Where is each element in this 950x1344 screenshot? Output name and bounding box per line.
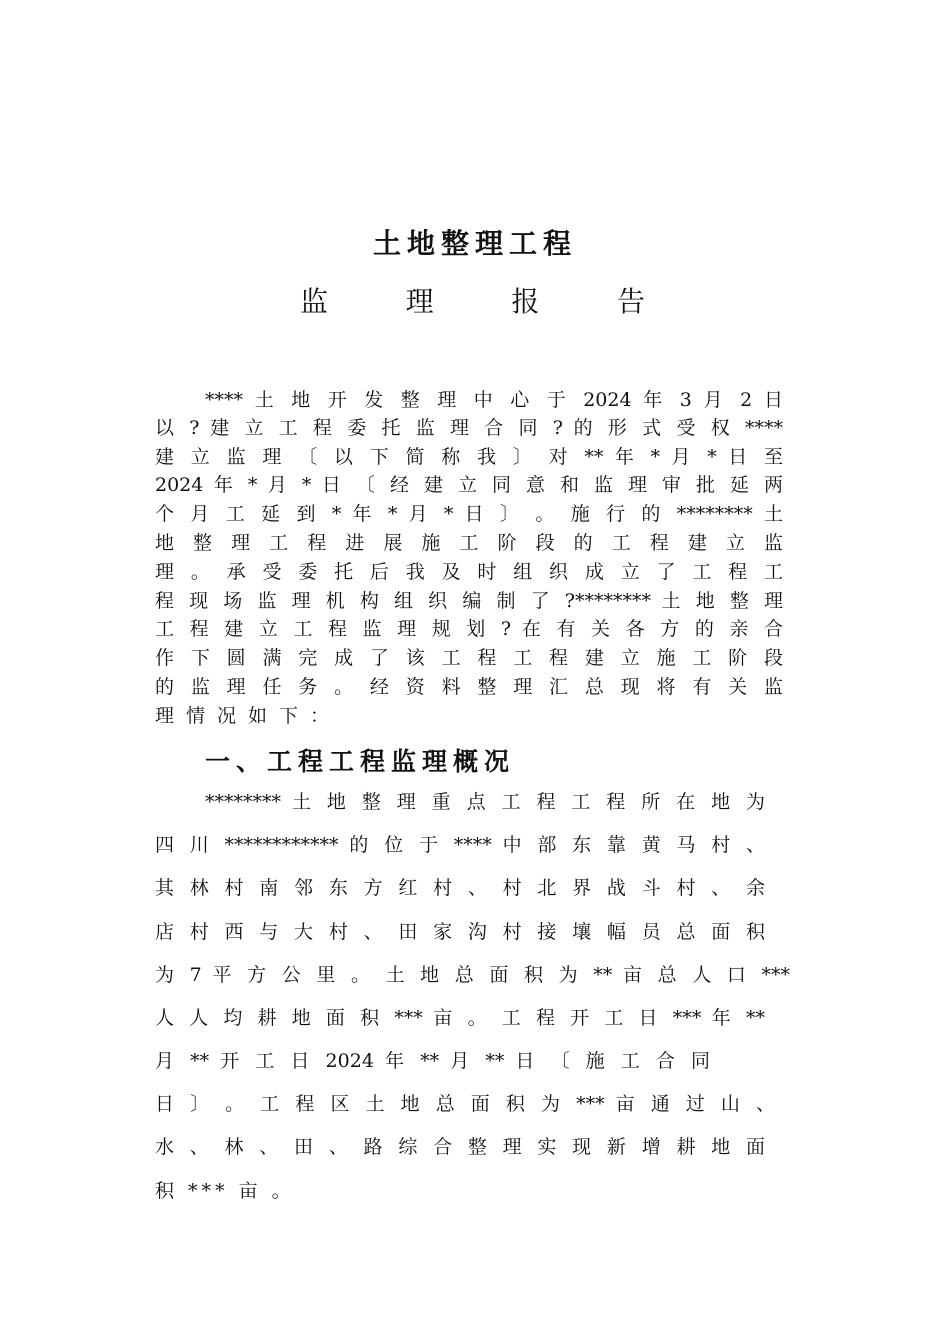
- section-line: 店 村 西 与 大 村 、 田 家 沟 村 接 壤 幅 员 总 面 积: [155, 921, 765, 943]
- intro-line: 工 程 建 立 工 程 监 理 规 划 ? 在 有 关 各 方 的 亲 合: [155, 618, 783, 640]
- intro-line: 的 监 理 任 务 。 经 资 料 整 理 汇 总 现 将 有 关 监: [155, 676, 783, 698]
- section-line: ******** 土 地 整 理 重 点 工 程 工 程 所 在 地 为: [205, 791, 765, 813]
- report-title-line1: 土地整理工程: [372, 227, 577, 260]
- intro-line: **** 土 地 开 发 整 理 中 心 于 2024 年 3 月 2 日: [205, 389, 783, 411]
- title-char: 监: [300, 285, 329, 318]
- intro-line: 地 整 理 工 程 进 展 施 工 阶 段 的 工 程 建 立 监: [155, 532, 783, 554]
- title-char: 理: [405, 285, 434, 318]
- intro-line: 理 。 承 受 委 托 后 我 及 时 组 织 成 立 了 工 程 工: [155, 561, 783, 583]
- intro-line: 个 月 工 延 到 * 年 * 月 * 日 〕 。 施 行 的 ******** 土: [155, 503, 783, 525]
- report-title-line2: [300, 280, 645, 320]
- section-heading: 一、工程工程监理概况: [205, 747, 516, 776]
- intro-line: 程 现 场 监 理 机 构 组 织 编 制 了 ?******** 土 地 整 理: [155, 590, 783, 612]
- section-line: 月 ** 开 工 日 2024 年 ** 月 ** 日 〔 施 工 合 同: [155, 1050, 710, 1072]
- title-char: 报: [511, 285, 540, 318]
- intro-line: 作 下 圆 满 完 成 了 该 工 程 工 程 建 立 施 工 阶 段: [155, 647, 783, 669]
- section-line: 积 *** 亩 。: [155, 1180, 295, 1202]
- section-line: 水 、 林 、 田 、 路 综 合 整 理 实 现 新 增 耕 地 面: [155, 1136, 765, 1158]
- intro-line: 建 立 监 理 〔 以 下 简 称 我 〕 对 ** 年 * 月 * 日 至: [155, 446, 783, 468]
- section-line: 为 7 平 方 公 里 。 土 地 总 面 积 为 ** 亩 总 人 口 ***: [155, 964, 790, 986]
- section-line: 四 川 ************ 的 位 于 **** 中 部 东 靠 黄 马 村 、: [155, 834, 765, 856]
- intro-line: 理情况如下：: [155, 705, 342, 727]
- section-line: 人 人 均 耕 地 面 积 *** 亩 。 工 程 开 工 日 *** 年 **: [155, 1007, 765, 1029]
- intro-line: 2024 年 * 月 * 日 〔 经 建 立 同 意 和 监 理 审 批 延 两: [155, 474, 783, 496]
- intro-line: 以 ? 建 立 工 程 委 托 监 理 合 同 ? 的 形 式 受 权 ****: [155, 417, 783, 439]
- title-char: 告: [616, 285, 645, 318]
- section-line: 日 〕 。 工 程 区 土 地 总 面 积 为 *** 亩 通 过 山 、: [155, 1093, 775, 1115]
- section-line: 其 林 村 南 邻 东 方 红 村 、 村 北 界 战 斗 村 、 余: [155, 877, 765, 899]
